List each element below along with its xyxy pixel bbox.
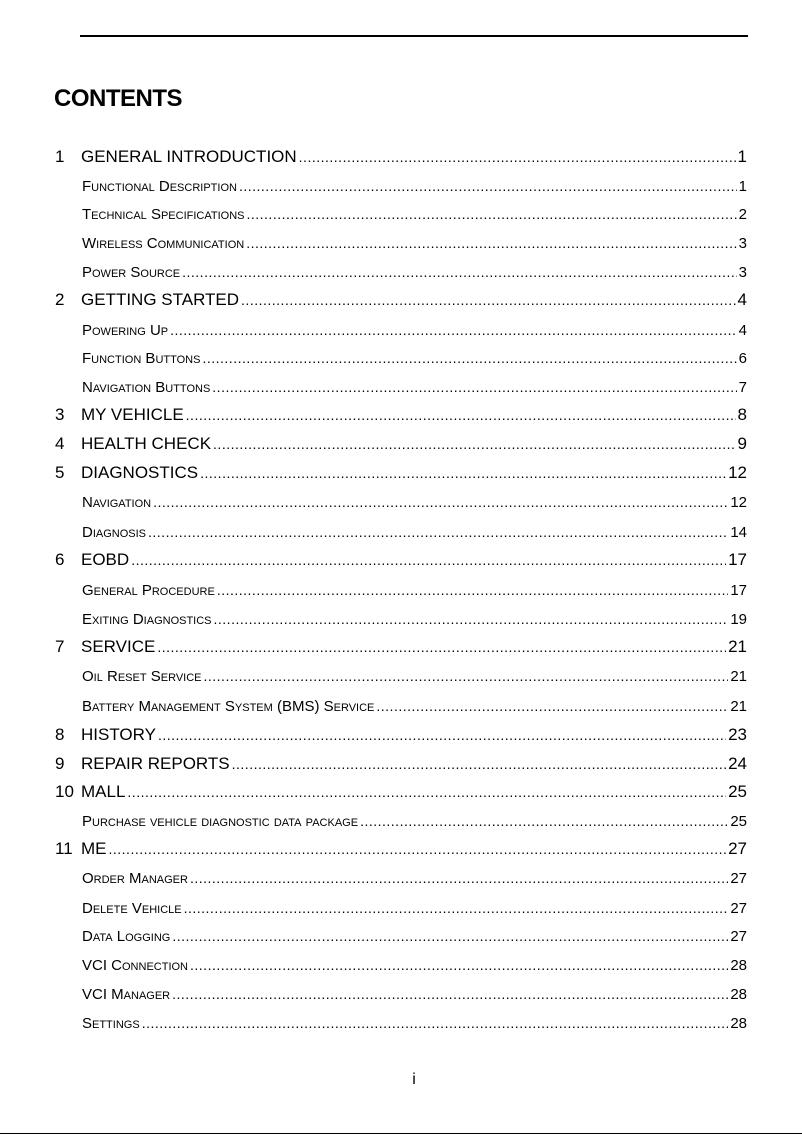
- toc-leader: [200, 463, 726, 483]
- toc-page: 12: [730, 494, 747, 511]
- toc-entry[interactable]: [55, 754, 747, 774]
- toc-title: General Procedure: [82, 582, 215, 599]
- toc-title: REPAIR REPORTS: [81, 754, 230, 773]
- toc-leader: [232, 754, 726, 774]
- toc-title: Diagnosis: [82, 524, 147, 541]
- toc-leader: [246, 234, 736, 252]
- toc-entry[interactable]: [82, 610, 747, 629]
- toc-title: Order Manager: [82, 870, 188, 887]
- toc-number: 8: [55, 725, 65, 744]
- toc-entry[interactable]: [82, 697, 747, 716]
- toc-entry[interactable]: [82, 581, 747, 600]
- toc-leader: [172, 985, 728, 1003]
- toc-leader: [239, 177, 737, 195]
- toc-title: VCI Manager: [82, 986, 171, 1003]
- toc-number: 11: [55, 839, 73, 858]
- toc-title: DIAGNOSTICS: [81, 463, 199, 482]
- toc-entry[interactable]: [82, 927, 747, 946]
- toc-number: 1: [55, 147, 65, 166]
- toc-leader: [360, 812, 728, 830]
- toc-page: 1: [737, 147, 747, 166]
- toc-number: 3: [55, 405, 65, 424]
- toc-title: Oil Reset Service: [82, 668, 202, 685]
- toc-page: 9: [737, 434, 747, 453]
- toc-leader: [148, 523, 728, 541]
- toc-entry[interactable]: [82, 234, 747, 253]
- toc-entry[interactable]: [82, 869, 747, 888]
- toc-page: 25: [728, 782, 747, 801]
- toc-leader: [204, 667, 729, 685]
- toc-page: 2: [738, 206, 747, 223]
- toc-title: Power Source: [82, 264, 181, 281]
- toc-leader: [213, 434, 735, 454]
- toc-title: Delete Vehicle: [82, 900, 182, 917]
- toc-entry[interactable]: [55, 725, 747, 745]
- page-number: i: [412, 1071, 416, 1088]
- toc-entry[interactable]: [55, 550, 747, 570]
- toc-page: 24: [728, 754, 747, 773]
- toc-number: 4: [55, 434, 65, 453]
- toc-page: 6: [738, 350, 747, 367]
- page-title: CONTENTS: [54, 85, 182, 112]
- header-rule: [80, 35, 748, 37]
- toc-page: 27: [730, 928, 747, 945]
- toc-number: 10: [55, 782, 74, 801]
- toc-entry[interactable]: [82, 493, 747, 512]
- toc-page: 17: [728, 550, 747, 569]
- toc-leader: [212, 378, 736, 396]
- toc-title: Function Buttons: [82, 350, 201, 367]
- toc-leader: [190, 956, 728, 974]
- toc-entry[interactable]: [82, 523, 747, 542]
- toc-page: 23: [728, 725, 747, 744]
- toc-title: SERVICE: [81, 637, 156, 656]
- toc-entry[interactable]: [55, 434, 747, 454]
- toc-entry[interactable]: [55, 637, 747, 657]
- toc-leader: [376, 697, 728, 715]
- toc-leader: [157, 637, 726, 657]
- toc-entry[interactable]: [82, 956, 747, 975]
- toc-leader: [153, 493, 728, 511]
- toc-entry[interactable]: [55, 782, 747, 802]
- toc-entry[interactable]: [82, 812, 747, 831]
- toc-page: 8: [737, 405, 747, 424]
- toc-number: 9: [55, 754, 65, 773]
- toc-title: HEALTH CHECK: [81, 434, 212, 453]
- toc-title: VCI Connection: [82, 957, 189, 974]
- toc-page: 25: [730, 813, 747, 830]
- toc-title: Powering Up: [82, 322, 169, 339]
- toc-leader: [190, 869, 728, 887]
- footer-rule: [0, 1133, 802, 1134]
- toc-leader: [109, 839, 727, 859]
- toc-title: Battery Management System (BMS) Service: [82, 698, 375, 715]
- toc-page: 17: [730, 582, 747, 599]
- toc-entry[interactable]: [82, 378, 747, 397]
- toc-entry[interactable]: [55, 463, 747, 483]
- toc-entry[interactable]: [82, 985, 747, 1004]
- toc-page: 28: [730, 1015, 747, 1032]
- toc-entry[interactable]: [82, 205, 747, 224]
- toc-title: Functional Description: [82, 178, 237, 195]
- toc-leader: [184, 899, 729, 917]
- toc-title: Wireless Communication: [82, 235, 245, 252]
- toc-leader: [202, 349, 736, 367]
- toc-entry[interactable]: [82, 667, 747, 686]
- toc-title: Settings: [82, 1015, 140, 1032]
- toc-number: 2: [55, 290, 65, 309]
- toc-title: MALL: [81, 782, 126, 801]
- toc-leader: [217, 581, 729, 599]
- toc-entry[interactable]: [82, 899, 747, 918]
- toc-page: 4: [737, 290, 747, 309]
- toc-page: 21: [730, 698, 747, 715]
- toc-leader: [158, 725, 726, 745]
- toc-page: 19: [730, 611, 747, 628]
- toc-number: 6: [55, 550, 65, 569]
- toc-leader: [131, 550, 726, 570]
- toc-leader: [127, 782, 726, 802]
- toc-entry[interactable]: [82, 349, 747, 368]
- toc-page: 28: [730, 986, 747, 1003]
- toc-title: MY VEHICLE: [81, 405, 184, 424]
- toc-title: GETTING STARTED: [81, 290, 240, 309]
- toc-title: EOBD: [81, 550, 130, 569]
- toc-page: 3: [738, 264, 747, 281]
- toc-entry[interactable]: [82, 1014, 747, 1033]
- toc-page: 7: [738, 379, 747, 396]
- toc-page: 28: [730, 957, 747, 974]
- toc-entry[interactable]: [55, 405, 747, 425]
- toc-page: 4: [738, 322, 747, 339]
- toc-title: ME: [81, 839, 107, 858]
- toc-title: Data Logging: [82, 928, 171, 945]
- toc-leader: [182, 263, 737, 281]
- toc-title: HISTORY: [81, 725, 156, 744]
- toc-leader: [186, 405, 736, 425]
- toc-leader: [214, 610, 729, 628]
- toc-page: 21: [728, 637, 747, 656]
- toc-leader: [172, 927, 728, 945]
- toc-title: GENERAL INTRODUCTION: [81, 147, 297, 166]
- toc-page: 21: [730, 668, 747, 685]
- toc-title: Exiting Diagnostics: [82, 611, 212, 628]
- toc-leader: [241, 290, 735, 310]
- toc-leader: [142, 1014, 729, 1032]
- toc-entry[interactable]: [55, 290, 747, 310]
- toc-page: 12: [728, 463, 747, 482]
- toc-title: Navigation: [82, 494, 152, 511]
- toc-page: 27: [730, 900, 747, 917]
- toc-entry[interactable]: [55, 147, 747, 167]
- toc-page: 3: [738, 235, 747, 252]
- toc-page: 27: [730, 870, 747, 887]
- toc-entry[interactable]: [55, 839, 747, 859]
- toc-title: Navigation Buttons: [82, 379, 211, 396]
- toc-entry[interactable]: [82, 177, 747, 196]
- toc-title: Purchase vehicle diagnostic data package: [82, 813, 359, 830]
- toc-entry[interactable]: [82, 321, 747, 340]
- toc-page: 1: [738, 178, 747, 195]
- toc-leader: [299, 147, 736, 167]
- toc-number: 5: [55, 463, 65, 482]
- toc-leader: [246, 205, 736, 223]
- toc-number: 7: [55, 637, 65, 656]
- toc-title: Technical Specifications: [82, 206, 245, 223]
- toc-page: 14: [730, 524, 747, 541]
- toc-leader: [170, 321, 737, 339]
- toc-page: 27: [728, 839, 747, 858]
- toc-entry[interactable]: [82, 263, 747, 282]
